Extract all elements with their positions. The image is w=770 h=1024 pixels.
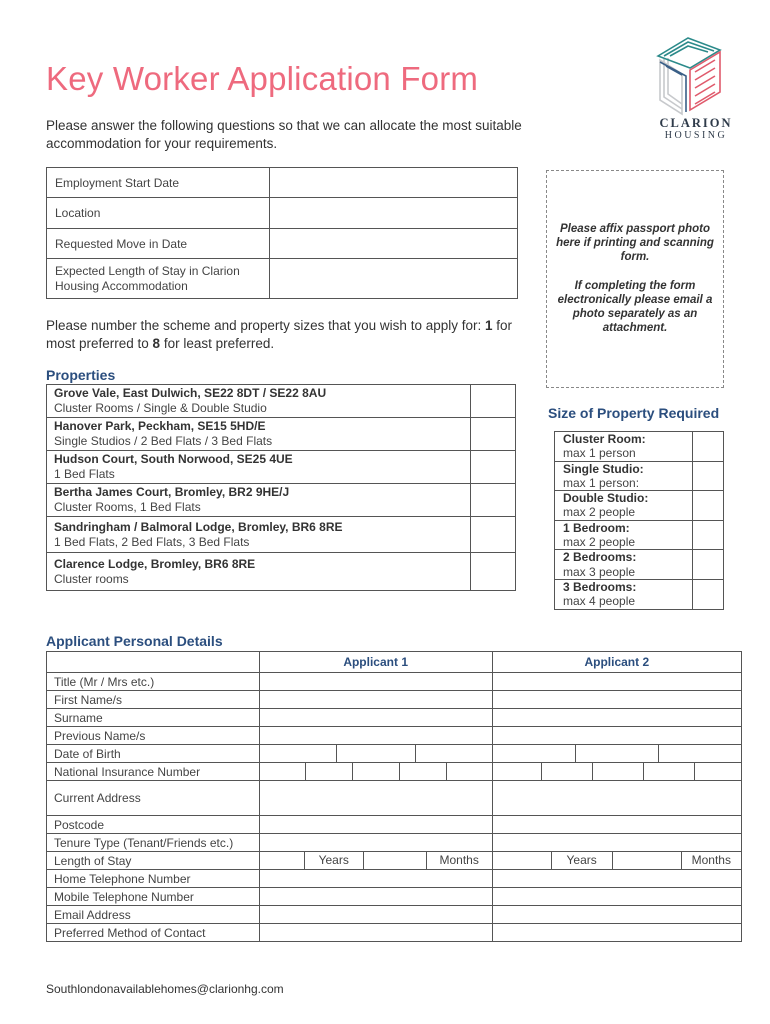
applicant-1-postcode-field[interactable]	[259, 816, 492, 834]
applicant-2-months-label: Months	[681, 852, 741, 869]
applicant-1-address-field[interactable]	[259, 781, 492, 816]
applicant-2-years-label: Years	[551, 852, 612, 869]
applicant-2-header: Applicant 2	[492, 652, 741, 673]
applicant-1-mobile-field[interactable]	[259, 888, 492, 906]
size-row: Cluster Room: max 1 person	[555, 432, 693, 462]
tenure-type-label: Tenure Type (Tenant/Friends etc.)	[47, 834, 260, 852]
applicant-2-contact-method-field[interactable]	[492, 924, 741, 942]
current-address-label: Current Address	[47, 781, 260, 816]
applicant-1-email-field[interactable]	[259, 906, 492, 924]
postcode-label: Postcode	[47, 816, 260, 834]
size-rank-box[interactable]	[692, 520, 723, 550]
size-row: Double Studio: max 2 people	[555, 491, 693, 521]
length-of-stay-row-label: Length of Stay	[47, 852, 260, 870]
employment-start-label: Employment Start Date	[47, 168, 270, 198]
date-of-birth-label: Date of Birth	[47, 745, 260, 763]
size-rank-box[interactable]	[692, 579, 723, 609]
applicant-2-title-field[interactable]	[492, 673, 741, 691]
property-rank-box[interactable]	[471, 553, 516, 591]
applicant-2-ni-field[interactable]	[492, 763, 741, 781]
property-row: Sandringham / Balmoral Lodge, Bromley, BR6 8RE 1 Bed Flats, 2 Bed Flats, 3 Bed Flats	[47, 517, 471, 553]
surname-label: Surname	[47, 709, 260, 727]
location-field[interactable]	[269, 198, 517, 229]
applicant-2-address-field[interactable]	[492, 781, 741, 816]
applicant-2-previous-name-field[interactable]	[492, 727, 741, 745]
title-label: Title (Mr / Mrs etc.)	[47, 673, 260, 691]
contact-method-label: Preferred Method of Contact	[47, 924, 260, 942]
applicant-1-contact-method-field[interactable]	[259, 924, 492, 942]
applicant-1-dob-field[interactable]	[259, 745, 492, 763]
applicant-1-ni-field[interactable]	[259, 763, 492, 781]
applicant-1-months-label: Months	[426, 852, 492, 869]
page-title: Key Worker Application Form	[46, 60, 479, 97]
property-rank-box[interactable]	[471, 418, 516, 451]
properties-heading: Properties	[46, 367, 116, 383]
ni-number-label: National Insurance Number	[47, 763, 260, 781]
employment-start-field[interactable]	[269, 168, 517, 198]
intro-text: Please answer the following questions so that we can allocate the most suitable accommodation for your requirements.	[46, 118, 522, 151]
length-of-stay-label: Expected Length of Stay in Clarion Housing Accommodation	[47, 259, 270, 299]
size-row: 3 Bedrooms: max 4 people	[555, 579, 693, 609]
photo-instruction-email: If completing the form electronically please email a photo separately as an attachment.	[557, 280, 713, 334]
applicant-2-dob-field[interactable]	[492, 745, 741, 763]
applicant-2-home-phone-field[interactable]	[492, 870, 741, 888]
size-row: 1 Bedroom: max 2 people	[555, 520, 693, 550]
size-row: 2 Bedrooms: max 3 people	[555, 550, 693, 580]
footer-email: Southlondonavailablehomes@clarionhg.com	[46, 982, 284, 996]
applicant-1-tenure-field[interactable]	[259, 834, 492, 852]
logo-subtitle: HOUSING	[664, 130, 728, 141]
properties-table	[46, 384, 516, 591]
property-rank-box[interactable]	[471, 517, 516, 553]
applicant-1-length-of-stay-field[interactable]	[259, 852, 492, 870]
applicant-table	[46, 651, 742, 942]
email-label: Email Address	[47, 906, 260, 924]
applicant-1-header: Applicant 1	[259, 652, 492, 673]
size-rank-box[interactable]	[692, 432, 723, 462]
previous-name-label: Previous Name/s	[47, 727, 260, 745]
applicant-2-email-field[interactable]	[492, 906, 741, 924]
property-rank-box[interactable]	[471, 451, 516, 484]
mobile-phone-label: Mobile Telephone Number	[47, 888, 260, 906]
photo-instruction-print: Please affix passport photo here if printing and scanning form.	[556, 223, 714, 263]
property-row: Clarence Lodge, Bromley, BR6 8RE Cluster rooms	[47, 553, 471, 591]
length-of-stay-field[interactable]	[269, 259, 517, 299]
applicant-1-title-field[interactable]	[259, 673, 492, 691]
property-row: Hudson Court, South Norwood, SE25 4UE 1 Bed Flats	[47, 451, 471, 484]
clarion-logo-icon	[652, 26, 726, 116]
property-rank-box[interactable]	[471, 385, 516, 418]
applicant-2-tenure-field[interactable]	[492, 834, 741, 852]
property-row: Grove Vale, East Dulwich, SE22 8DT / SE22 8AU Cluster Rooms / Single & Double Studio	[47, 385, 471, 418]
size-rank-box[interactable]	[692, 550, 723, 580]
applicant-2-first-name-field[interactable]	[492, 691, 741, 709]
home-phone-label: Home Telephone Number	[47, 870, 260, 888]
applicant-1-first-name-field[interactable]	[259, 691, 492, 709]
applicant-2-surname-field[interactable]	[492, 709, 741, 727]
applicant-2-postcode-field[interactable]	[492, 816, 741, 834]
logo-wordmark: CLARION	[659, 116, 733, 130]
property-rank-box[interactable]	[471, 484, 516, 517]
applicant-1-years-label: Years	[304, 852, 363, 869]
move-in-date-field[interactable]	[269, 229, 517, 259]
property-row: Hanover Park, Peckham, SE15 5HD/E Single Studios / 2 Bed Flats / 3 Bed Flats	[47, 418, 471, 451]
size-row: Single Studio: max 1 person:	[555, 461, 693, 491]
applicant-1-previous-name-field[interactable]	[259, 727, 492, 745]
applicant-1-surname-field[interactable]	[259, 709, 492, 727]
size-table	[554, 431, 724, 610]
size-rank-box[interactable]	[692, 491, 723, 521]
size-heading: Size of Property Required	[548, 405, 720, 421]
first-name-label: First Name/s	[47, 691, 260, 709]
applicant-heading: Applicant Personal Details	[46, 633, 223, 649]
numbering-instructions: Please number the scheme and property sizes that you wish to apply for: 1 for most preferred to 8 for least preferred.	[46, 318, 513, 351]
location-label: Location	[47, 198, 270, 229]
applicant-2-mobile-field[interactable]	[492, 888, 741, 906]
size-rank-box[interactable]	[692, 461, 723, 491]
property-row: Bertha James Court, Bromley, BR2 9HE/J Cluster Rooms, 1 Bed Flats	[47, 484, 471, 517]
employment-table	[46, 167, 518, 299]
applicant-1-home-phone-field[interactable]	[259, 870, 492, 888]
move-in-date-label: Requested Move in Date	[47, 229, 270, 259]
applicant-2-length-of-stay-field[interactable]	[492, 852, 741, 870]
